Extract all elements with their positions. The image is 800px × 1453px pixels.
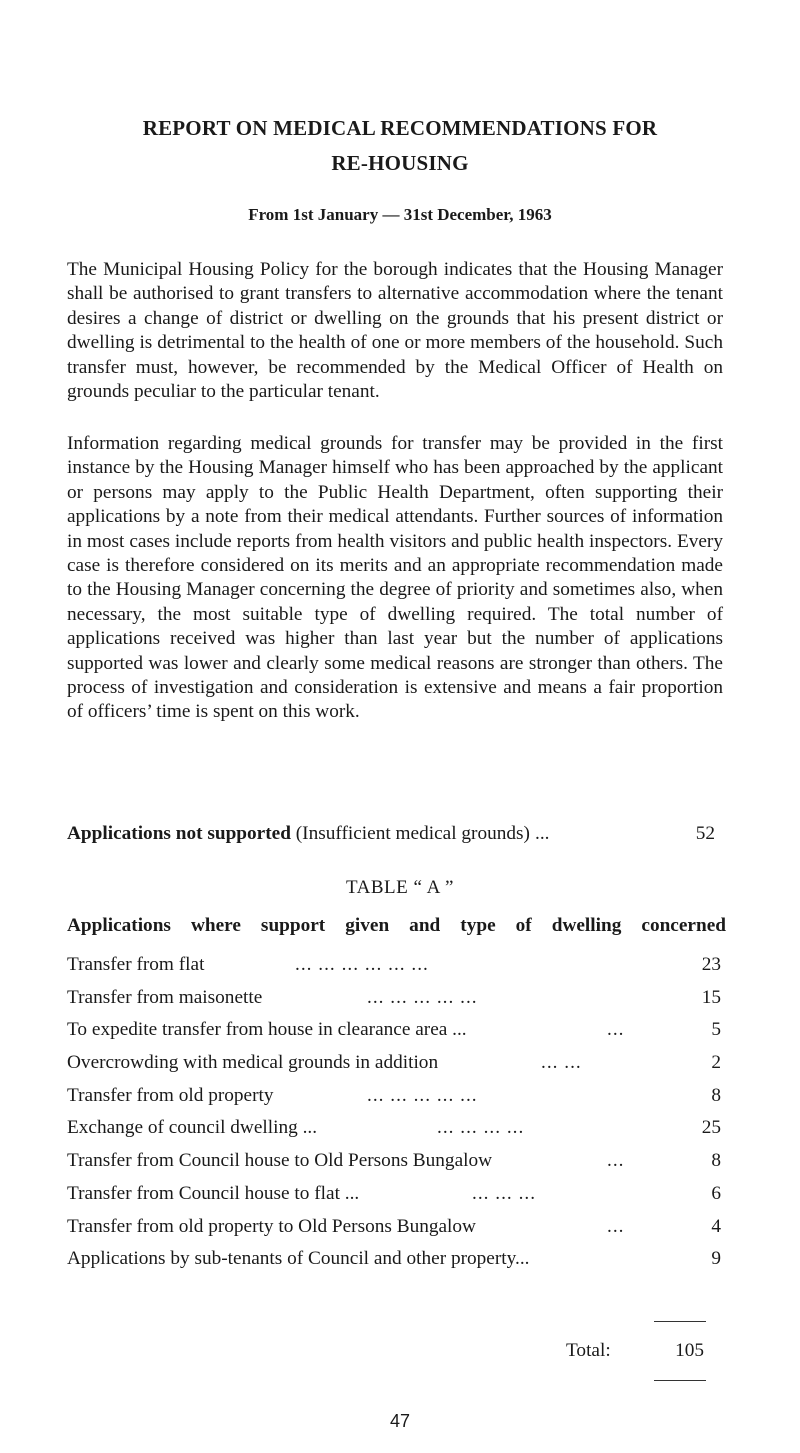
row-label: Transfer from maisonette [67,986,263,1008]
leader-dots: ... ... ... ... ... [367,986,478,1008]
report-period: From 1st January — 31st December, 1963 [248,205,552,224]
report-title: REPORT ON MEDICAL RECOMMENDATIONS FOR [142,116,658,140]
table-row [67,986,723,1019]
table-rows [67,953,723,1280]
row-label: Transfer from Council house to flat ... [67,1182,360,1204]
row-label: Overcrowding with medical grounds in addition [67,1052,439,1074]
table-row [67,1149,723,1182]
report-title-line2: RE-HOUSING [331,151,469,175]
row-label: Applications by sub-tenants of Council and other property... [67,1248,530,1270]
row-value: 5 [711,1019,721,1041]
row-label: Transfer from Council house to Old Persons Bungalow [67,1150,493,1172]
row-value: 15 [701,986,721,1008]
row-value: 6 [711,1182,721,1204]
row-label: Exchange of council dwelling ... [67,1117,318,1139]
total-label: Total: [566,1340,611,1361]
table-row [67,953,723,986]
row-value: 8 [711,1084,721,1106]
leader-dots: ... ... ... ... ... [367,1084,478,1106]
leader-dots: ... ... ... [472,1182,537,1204]
row-label: Transfer from old property [67,1084,274,1106]
leader-dots: ... ... ... ... [437,1117,525,1139]
unsupported-reason: (Insufficient medical grounds) [295,823,530,844]
page-number: 47 [389,1411,411,1431]
row-label: Transfer from old property to Old Persons Bungalow [67,1215,476,1237]
leader-dots: ... ... ... ... ... ... [295,954,429,975]
leader-dots: ... ... [541,1052,582,1074]
row-value: 4 [711,1215,721,1237]
table-row [67,1051,723,1084]
leader-dots: ... [607,1150,625,1172]
row-label: Transfer from flat [67,954,205,975]
row-label: To expedite transfer from house in clearance area ... [67,1019,467,1041]
table-row [67,1247,723,1280]
total-value: 105 [675,1340,704,1361]
table-row [67,1116,723,1149]
row-value: 8 [711,1150,721,1172]
table-row [67,1182,723,1215]
total-rule-top [654,1321,706,1322]
paragraph-information: Information regarding medical grounds for transfer may be provided in the first instance by the Housing Manager himself who has been approached by the applicant or persons may apply to the Public Health Department, often supporting their applications by a note from their medical attendants. Further sources of information in most cases include reports from health visitors and public health inspectors. Every case is therefore considered on its merits and an appropriate recommendation made to the Housing Manager concerning the degree of priority and sometimes also, when necessary, the most suitable type of dwelling required. The total number of applications received was higher than last year but the number of applications supported was lower and clearly some medical reasons are stronger than others. The process of investigation and consideration is extensive and means a fair proportion of officers’ time is spent on this work. [67,433,723,723]
table-row [67,1215,723,1248]
total-rule-bottom [654,1380,706,1381]
row-value: 23 [701,954,721,975]
table-row [67,1018,723,1051]
leader-dots: ... [607,1019,625,1041]
leader-dots: ... [607,1215,625,1237]
leader-dots: ... [535,823,550,844]
unsupported-applications-line [67,822,723,846]
row-value: 25 [701,1117,721,1139]
paragraph-policy: The Municipal Housing Policy for the borough indicates that the Housing Manager shall be authorised to grant transfers to alternative accommodation where the tenant desires a change of district or dwelling on the grounds that his present district or dwelling is detrimental to the health of one or more members of the household. Such transfer must, however, be recommended by the Medical Officer of Health on grounds peculiar to the particular tenant. [67,259,723,403]
row-value: 2 [711,1052,721,1074]
table-row [67,1084,723,1117]
unsupported-label: Applications not supported [67,823,291,844]
row-value: 9 [711,1248,721,1270]
unsupported-count: 52 [695,823,715,844]
table-title: TABLE “ A ” [346,877,454,898]
table-heading: Applications where support given and type of dwelling concerned [67,915,726,936]
